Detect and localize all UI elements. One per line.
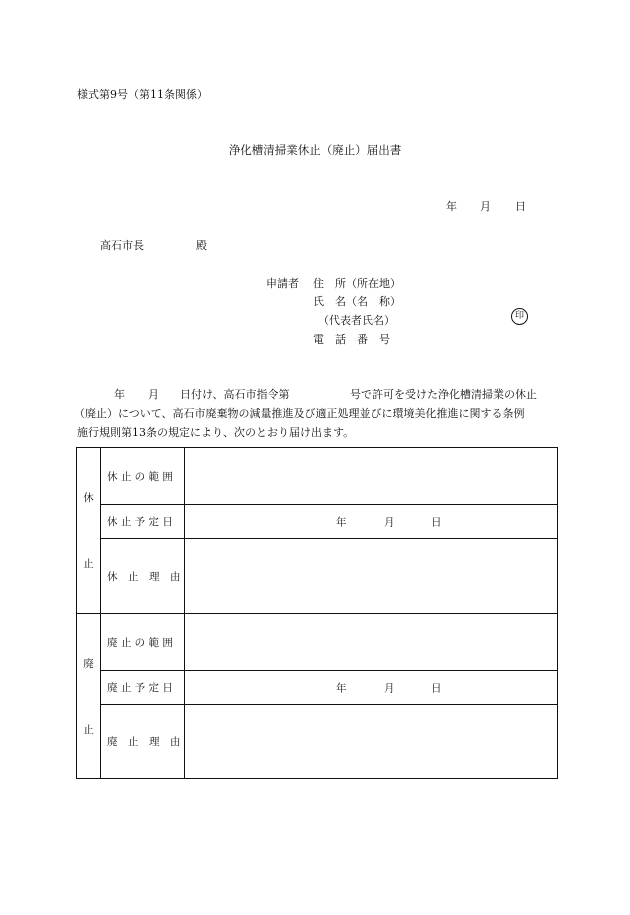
abolition-side-label — [77, 614, 101, 779]
date-day: 日 — [515, 200, 526, 213]
abolition-date-label: 廃 止 予 定 日 — [101, 671, 185, 705]
body-line-3: 施行規則第13条の規定により、次のとおり届け出ます。 — [77, 426, 355, 439]
suspension-date-field[interactable] — [185, 505, 558, 539]
abolition-scope-field[interactable] — [185, 614, 558, 671]
name-label: 氏 名（名 称） — [313, 295, 401, 308]
phone-label: 電 話 番 号 — [313, 333, 390, 346]
notification-table — [76, 447, 558, 779]
representative-label: （代表者氏名） — [318, 314, 395, 327]
suspension-date-year: 年 — [336, 516, 347, 528]
document-title: 浄化槽清掃業休止（廃止）届出書 — [228, 143, 402, 157]
abolition-date-field[interactable] — [185, 671, 558, 705]
suspension-date-label: 休 止 予 定 日 — [101, 505, 185, 539]
form-number: 様式第9号（第11条関係） — [77, 88, 208, 101]
body-line-2: （廃止）について、高石市廃棄物の減量推進及び適正処理並びに環境美化推進に関する条例 — [74, 407, 525, 420]
suspension-scope-label: 休 止 の 範 囲 — [101, 448, 185, 505]
suspension-side-label — [77, 448, 101, 614]
abolition-reason-field[interactable] — [185, 705, 558, 779]
suspension-reason-field[interactable] — [185, 539, 558, 614]
suspension-side-top: 休 — [83, 492, 94, 504]
abolition-side-bottom: 止 — [83, 724, 94, 736]
abolition-date-year: 年 — [336, 682, 347, 694]
applicant-heading: 申請者 — [266, 277, 299, 290]
body-text-mid: 日付け、高石市指令第 — [180, 388, 290, 401]
suspension-date-day: 日 — [431, 516, 442, 528]
suspension-side-bottom: 止 — [83, 558, 94, 570]
body-month: 月 — [148, 388, 159, 401]
recipient-name: 高石市長 — [100, 239, 144, 252]
address-label: 住 所（所在地） — [313, 277, 401, 290]
recipient-honorific: 殿 — [196, 239, 207, 252]
date-year: 年 — [446, 200, 457, 213]
abolition-date-day: 日 — [431, 682, 442, 694]
date-month: 月 — [480, 200, 491, 213]
suspension-scope-field[interactable] — [185, 448, 558, 505]
abolition-date-month: 月 — [384, 682, 395, 694]
abolition-side-top: 廃 — [83, 658, 94, 670]
body-text-end: 号で許可を受けた浄化槽清掃業の休止 — [350, 388, 537, 401]
abolition-reason-label: 廃 止 理 由 — [101, 705, 185, 779]
suspension-date-month: 月 — [384, 516, 395, 528]
body-year: 年 — [114, 388, 125, 401]
abolition-scope-label: 廃 止 の 範 囲 — [101, 614, 185, 671]
seal-mark: 印 — [511, 308, 528, 325]
suspension-reason-label: 休 止 理 由 — [101, 539, 185, 614]
